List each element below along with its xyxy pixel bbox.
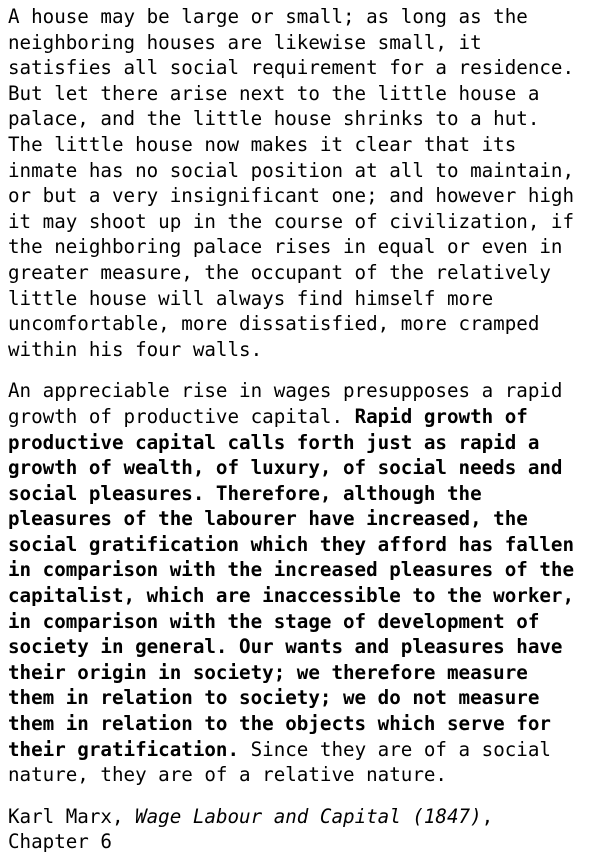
bold-text-line: in comparison with the increased pleasures of the (8, 558, 575, 582)
bold-text: their gratification. (8, 737, 240, 761)
text-line: the neighboring palace rises in equal or even in (8, 235, 563, 259)
bold-text-line: social pleasures. Therefore, although the (8, 481, 482, 505)
text-line: uncomfortable, more dissatisfied, more cramped (8, 312, 540, 336)
citation-author: Karl Marx, (8, 804, 136, 828)
text-line: within his four walls. (8, 337, 263, 361)
text-line: But let there arise next to the little house a (8, 81, 540, 105)
text-line: it may shoot up in the course of civilization, if (8, 209, 575, 233)
text-line-mixed (8, 737, 588, 763)
paragraph-spacer (8, 788, 588, 804)
text-line: The little house now makes it clear that its (8, 132, 517, 156)
citation-comma: , (481, 804, 494, 828)
bold-text-line: their origin in society; we therefore measure (8, 660, 528, 684)
paragraph-house-analogy (8, 4, 588, 362)
regular-text: growth of productive capital. (8, 404, 355, 428)
paragraph-wages (8, 378, 588, 788)
text-line: nature, they are of a relative nature. (8, 763, 447, 787)
text-line-mixed (8, 404, 588, 430)
bold-text-line: social gratification which they afford has fallen (8, 532, 575, 556)
text-line: A house may be large or small; as long as the (8, 5, 528, 28)
bold-text-line: growth of wealth, of luxury, of social needs and (8, 456, 563, 480)
text-line: satisfies all social requirement for a residence. (8, 56, 575, 80)
bold-text-line: pleasures of the labourer have increased, the (8, 507, 528, 531)
bold-text-line: in comparison with the stage of development of (8, 609, 540, 633)
bold-text-line: productive capital calls forth just as rapid a (8, 430, 540, 454)
bold-text-line: society in general. Our wants and pleasures have (8, 635, 563, 659)
text-line: greater measure, the occupant of the relatively (8, 260, 551, 284)
text-line: inmate has no social position at all to maintain, (8, 158, 575, 182)
text-line: or but a very insignificant one; and however high (8, 184, 575, 208)
text-line: palace, and the little house shrinks to a hut. (8, 107, 540, 131)
bold-text-line: capitalist, which are inaccessible to the worker, (8, 584, 575, 608)
text-line: neighboring houses are likewise small, it (8, 30, 482, 54)
bold-text: Rapid growth of (354, 404, 528, 428)
text-line: little house will always find himself more (8, 286, 494, 310)
citation-title: Wage Labour and Capital (1847) (135, 804, 482, 828)
regular-text: Since they are of a social (239, 737, 551, 761)
bold-text-line: them in relation to society; we do not measure (8, 686, 540, 710)
bold-text-line: them in relation to the objects which serve for (8, 712, 551, 736)
paragraph-spacer (8, 362, 588, 378)
text-line: An appreciable rise in wages presupposes a rapid (8, 379, 563, 403)
citation-chapter: Chapter 6 (8, 830, 112, 854)
citation-line (8, 804, 588, 830)
citation (8, 804, 588, 855)
document-body (8, 4, 588, 855)
